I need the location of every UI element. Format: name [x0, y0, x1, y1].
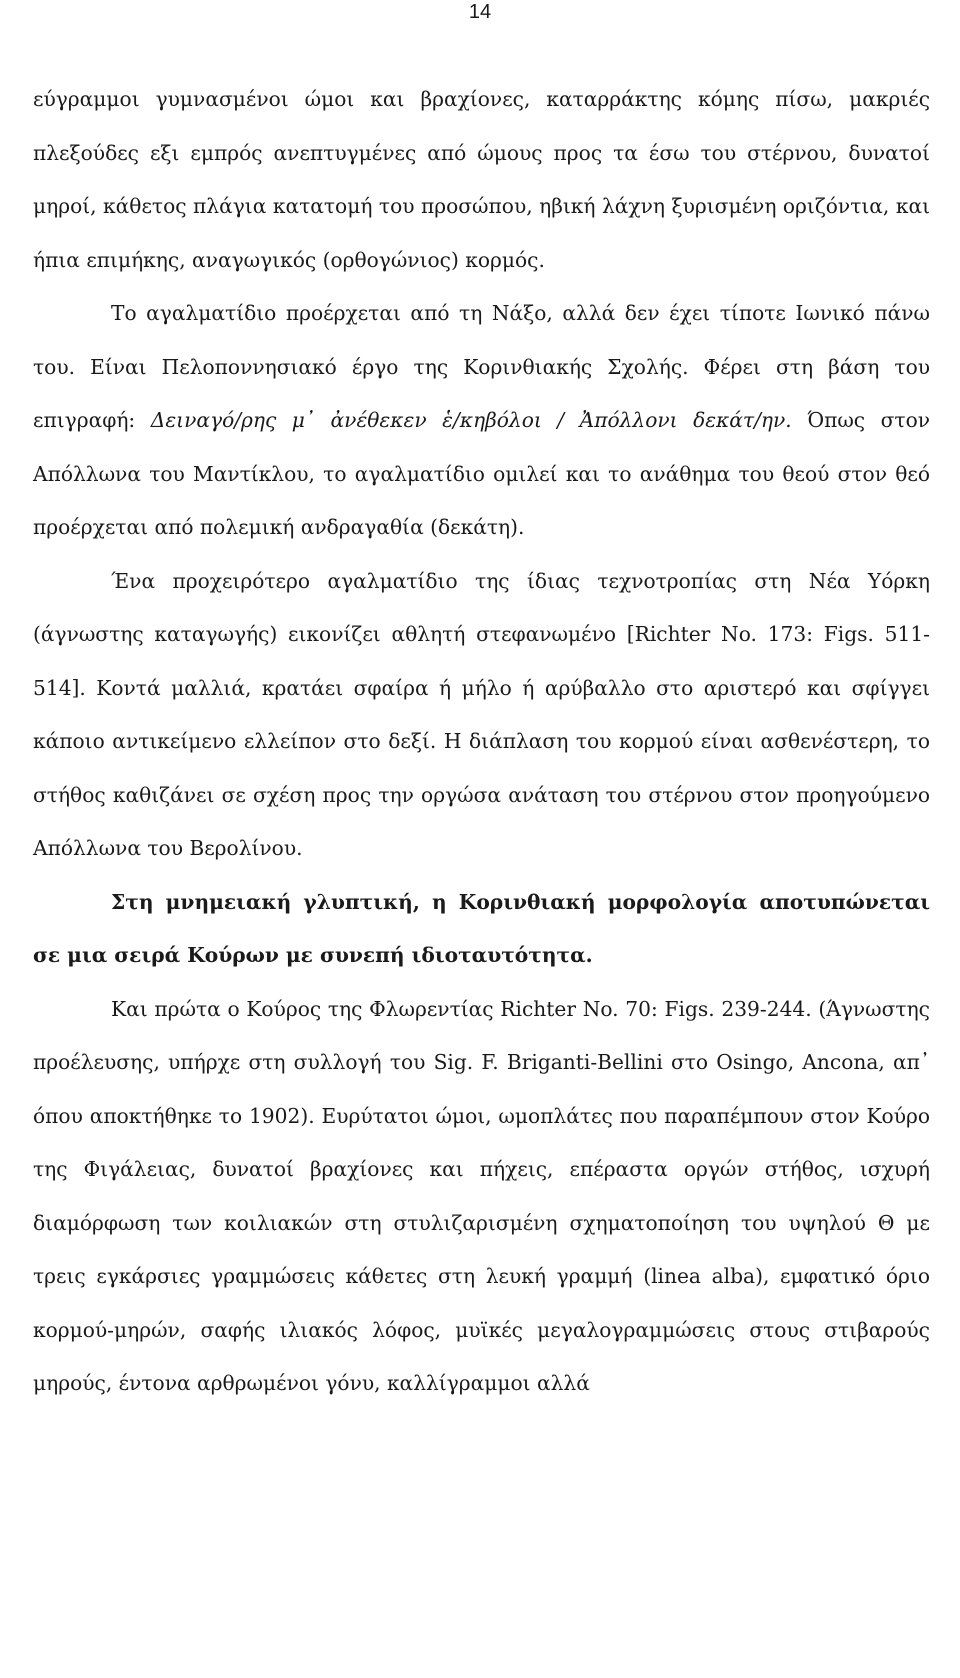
inscription: Δειναγό/ρης μ᾽ ἀνέθεκεν ἑ/κηβόλοι / Ἀπόλλονι δεκάτ/ην.	[150, 408, 792, 432]
paragraph-5: Και πρώτα ο Κούρος της Φλωρεντίας Richter No. 70: Figs. 239-244. (Άγνωστης προέλευσης, υπήρχε στη συλλογή του Sig. F. Briganti-Bellini στο Osingo, Ancona, απ᾽ όπου αποκτήθηκε το 1902). Ευρύτατοι ώμοι, ωμοπλάτες που παραπέμπουν στον Κούρο της Φιγάλειας, δυνατοί βραχίονες και πήχεις, επέραστα οργών στήθος, ισχυρή διαμόρφωση των κοιλιακών στη στυλιζαρισμένη σχηματοποίηση του υψηλού Θ με τρεις εγκάρσιες γραμμώσεις κάθετες στη λευκή γραμμή (linea alba), εμφατικό όριο κορμού-μηρών, σαφής ιλιακός λόφος, μυϊκές μεγαλογραμμώσεις στους στιβαρούς μηρούς, έντονα αρθρωμένοι γόνυ, καλλίγραμμοι αλλά	[33, 996, 930, 1395]
paragraph-4: Στη μνημειακή γλυπτική, η Κορινθιακή μορφολογία αποτυπώνεται σε μια σειρά Κούρων με συνεπή ιδιοταυτότητα.	[33, 889, 930, 967]
paragraph-1: εύγραμμοι γυμνασμένοι ώμοι και βραχίονες, καταρράκτης κόμης πίσω, μακριές πλεξούδες εξι εμπρός ανεπτυγμένες από ώμους προς τα έσω του στέρνου, δυνατοί μηροί, κάθετος πλάγια κατατομή του προσώπου, ηβική λάχνη ξυρισμένη οριζόντια, και ήπια επιμήκης, αναγωγικός (ορθογώνιος) κορμός.	[33, 87, 930, 272]
paragraph-2	[33, 287, 930, 555]
body-text	[33, 73, 930, 1411]
paragraph-2-text-b: Όπως στον Απόλλωνα του Μαντίκλου, το αγαλματίδιο ομιλεί και το ανάθημα του θεού στον θεό προέρχεται από πολεμική ανδραγαθία (δεκάτη).	[33, 408, 930, 539]
page-number: 14	[468, 1, 492, 23]
paragraph-2-text-a: Το αγαλματίδιο προέρχεται από τη Νάξο, αλλά δεν έχει τίποτε Ιωνικό πάνω του. Είναι Πελοποννησιακό έργο της Κορινθιακής Σχολής. Φέρει στη βάση του επιγραφή:	[33, 301, 930, 432]
paragraph-3: Ένα προχειρότερο αγαλματίδιο της ίδιας τεχνοτροπίας στη Νέα Υόρκη (άγνωστης καταγωγής) εικονίζει αθλητή στεφανωμένο [Richter No. 173: Figs. 511-514]. Κοντά μαλλιά, κρατάει σφαίρα ή μήλο ή αρύβαλλο στο αριστερό και σφίγγει κάποιο αντικείμενο ελλείπον στο δεξί. Η διάπλαση του κορμού είναι ασθενέστερη, το στήθος καθιζάνει σε σχέση προς την οργώσα ανάταση του στέρνου στον προηγούμενο Απόλλωνα του Βερολίνου.	[33, 568, 930, 860]
